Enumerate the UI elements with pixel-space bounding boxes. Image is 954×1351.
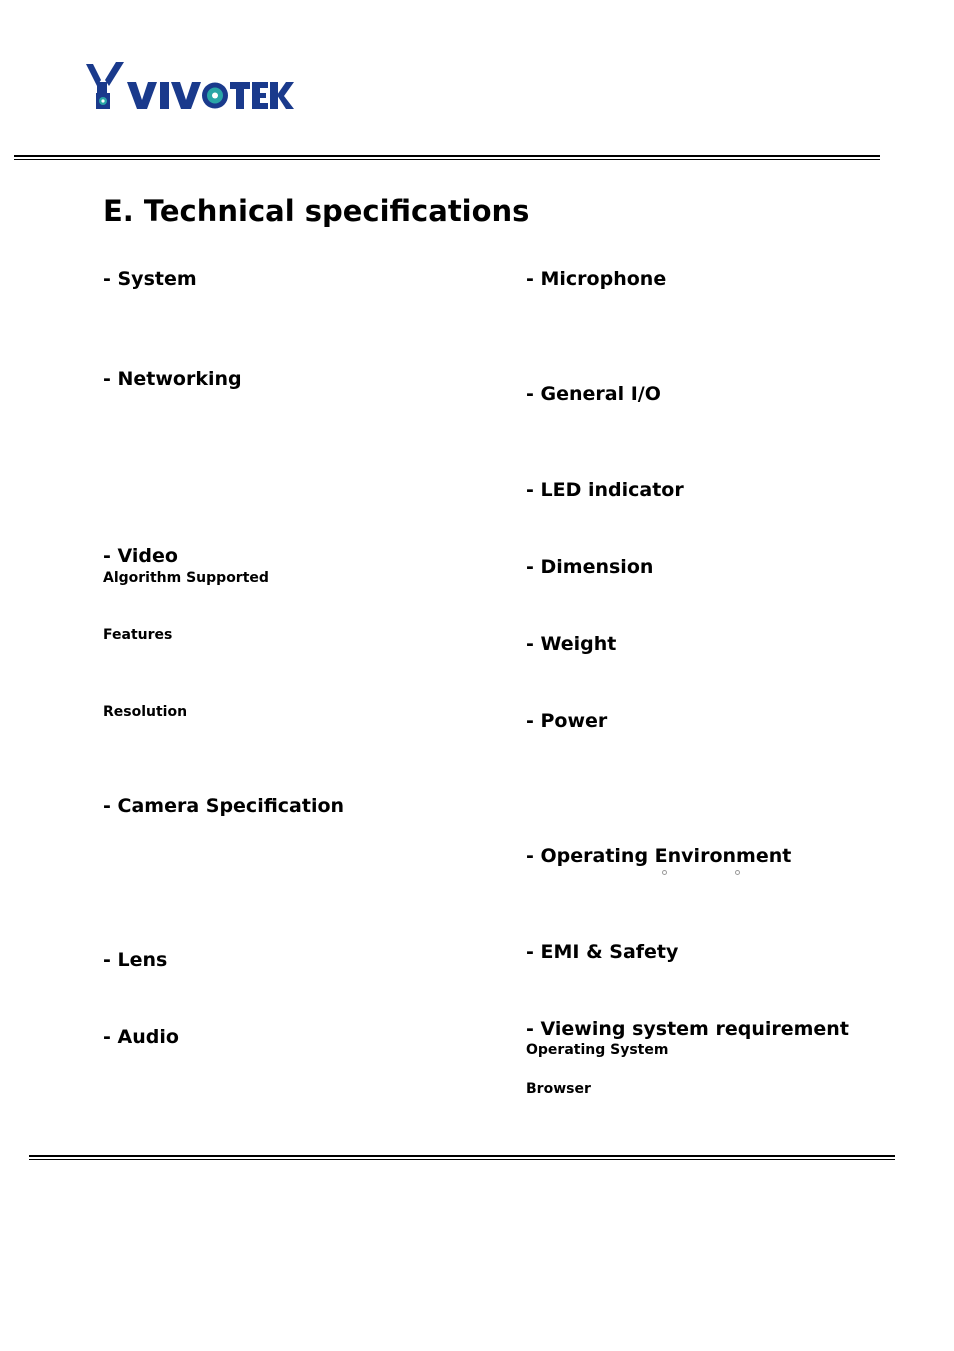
heading-system: - System [103,268,197,290]
heading-power: - Power [526,710,608,732]
subheading-browser: Browser [526,1081,591,1097]
page-title: E. Technical specifications [103,194,530,228]
heading-camera-specification: - Camera Specification [103,795,345,817]
header-divider [14,155,880,161]
heading-networking: - Networking [103,368,242,390]
heading-lens: - Lens [103,949,168,971]
heading-led-indicator: - LED indicator [526,479,684,501]
heading-emi-safety: - EMI & Safety [526,941,679,963]
footer-divider [29,1155,895,1161]
heading-general-io: - General I/O [526,383,661,405]
vivotek-logo [84,60,294,114]
heading-weight: - Weight [526,633,617,655]
heading-microphone: - Microphone [526,268,667,290]
degree-mark [662,870,667,875]
heading-viewing-system-requirement: - Viewing system requirement [526,1018,849,1040]
subheading-algorithm-supported: Algorithm Supported [103,570,269,586]
heading-dimension: - Dimension [526,556,654,578]
subheading-resolution: Resolution [103,704,188,720]
heading-audio: - Audio [103,1026,179,1048]
subheading-operating-system: Operating System [526,1042,669,1058]
subheading-features: Features [103,627,173,643]
heading-video: - Video [103,545,178,567]
heading-operating-environment: - Operating Environment [526,845,792,867]
degree-mark [735,870,740,875]
